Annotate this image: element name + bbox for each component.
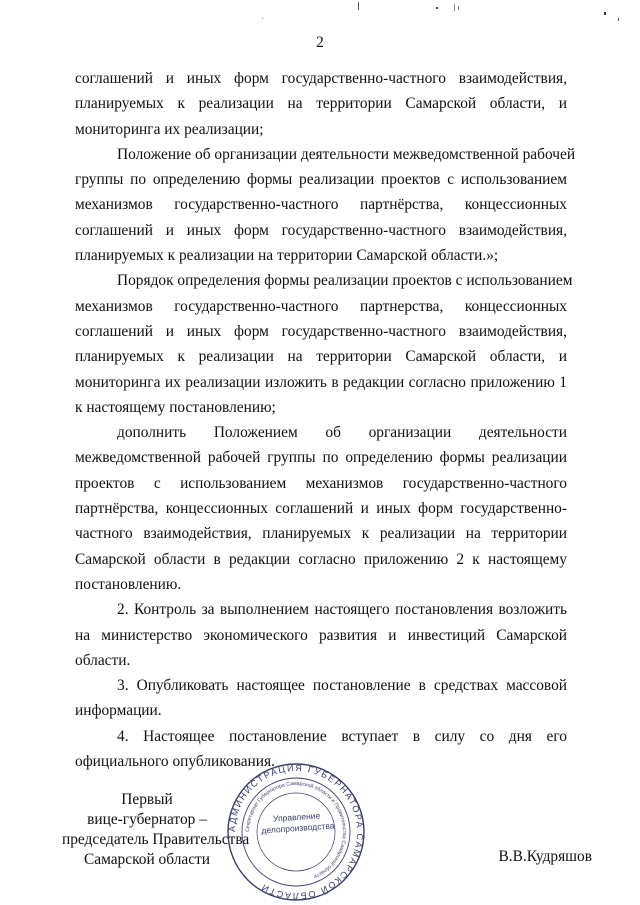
text-line: соглашений и иных форм государственно-частного взаимодействия, [75, 322, 567, 340]
text-line: Самарской области в редакции согласно приложению 2 к настоящему [75, 550, 567, 568]
text-line: мониторинга их реализации изложить в редакции согласно приложению 1 [75, 373, 567, 391]
text-line: области. [75, 651, 131, 669]
scan-specks [0, 0, 640, 40]
text-line: на министерство экономического развития и инвестиций Самарской [75, 626, 567, 644]
text-line: к настоящему постановлению; [75, 398, 276, 416]
seal-inner-text: Секретариат Губернатора Самарской области и Правительства Самарской области [244, 780, 348, 880]
text-line: проектов с использованием механизмов государственно-частного [75, 474, 567, 492]
text-line: официального опубликования. [75, 753, 275, 771]
signatory-title-line: Самарской области [83, 851, 210, 868]
text-line: партнёрства, концессионных соглашений и иных форм государственно- [75, 500, 567, 518]
signatory-title [62, 790, 250, 870]
text-line: Положение об организации деятельности межведомственной рабочей [117, 145, 576, 163]
text-line: механизмов государственно-частного партнерства, концессионных [75, 297, 567, 315]
text-line: механизмов государственно-частного партнёрства, концессионных [75, 196, 567, 214]
signatory-title-line: вице-губернатор – [87, 811, 207, 828]
text-line: планируемых к реализации на территории Самарской области, и [75, 348, 567, 366]
text-line: 3. Опубликовать настоящее постановление в средствах массовой [117, 677, 567, 695]
text-line: информации. [75, 702, 162, 720]
text-line: 2. Контроль за выполнением настоящего постановления возложить [117, 601, 567, 619]
page-number: 2 [316, 34, 324, 51]
text-line: соглашений и иных форм государственно-частного взаимодействия, [75, 221, 567, 239]
signatory-title-line: Первый [121, 791, 173, 808]
document-body [75, 66, 576, 774]
text-line: постановлению. [75, 575, 182, 593]
signatory-name: В.В.Кудряшов [498, 848, 592, 865]
seal-outer-text: АДМИНИСТРАЦИЯ ГУБЕРНАТОРА САМАРСКОЙ ОБЛАСТИ [226, 762, 366, 902]
seal-center-line: делопроизводства [261, 820, 335, 836]
text-line: планируемых к реализации на территории Самарской области.»; [75, 247, 499, 265]
text-line: группы по определению формы реализации проектов с использованием [75, 171, 567, 189]
text-line: 4. Настоящее постановление вступает в силу со дня его [117, 727, 567, 745]
text-line: межведомственной рабочей группы по определению формы реализации [75, 449, 567, 467]
seal-center-line: Управление [272, 810, 321, 824]
text-line: дополнить Положением об организации деятельности [117, 424, 567, 442]
text-line: планируемых к реализации на территории Самарской области, и [75, 95, 567, 113]
text-line: Порядок определения формы реализации проектов с использованием [117, 272, 573, 290]
signatory-title-line: председатель Правительства [62, 831, 250, 848]
text-line: частного взаимодействия, планируемых к реализации на территории [75, 525, 567, 543]
text-line: мониторинга их реализации; [75, 120, 264, 138]
text-line: соглашений и иных форм государственно-частного взаимодействия, [75, 70, 567, 87]
